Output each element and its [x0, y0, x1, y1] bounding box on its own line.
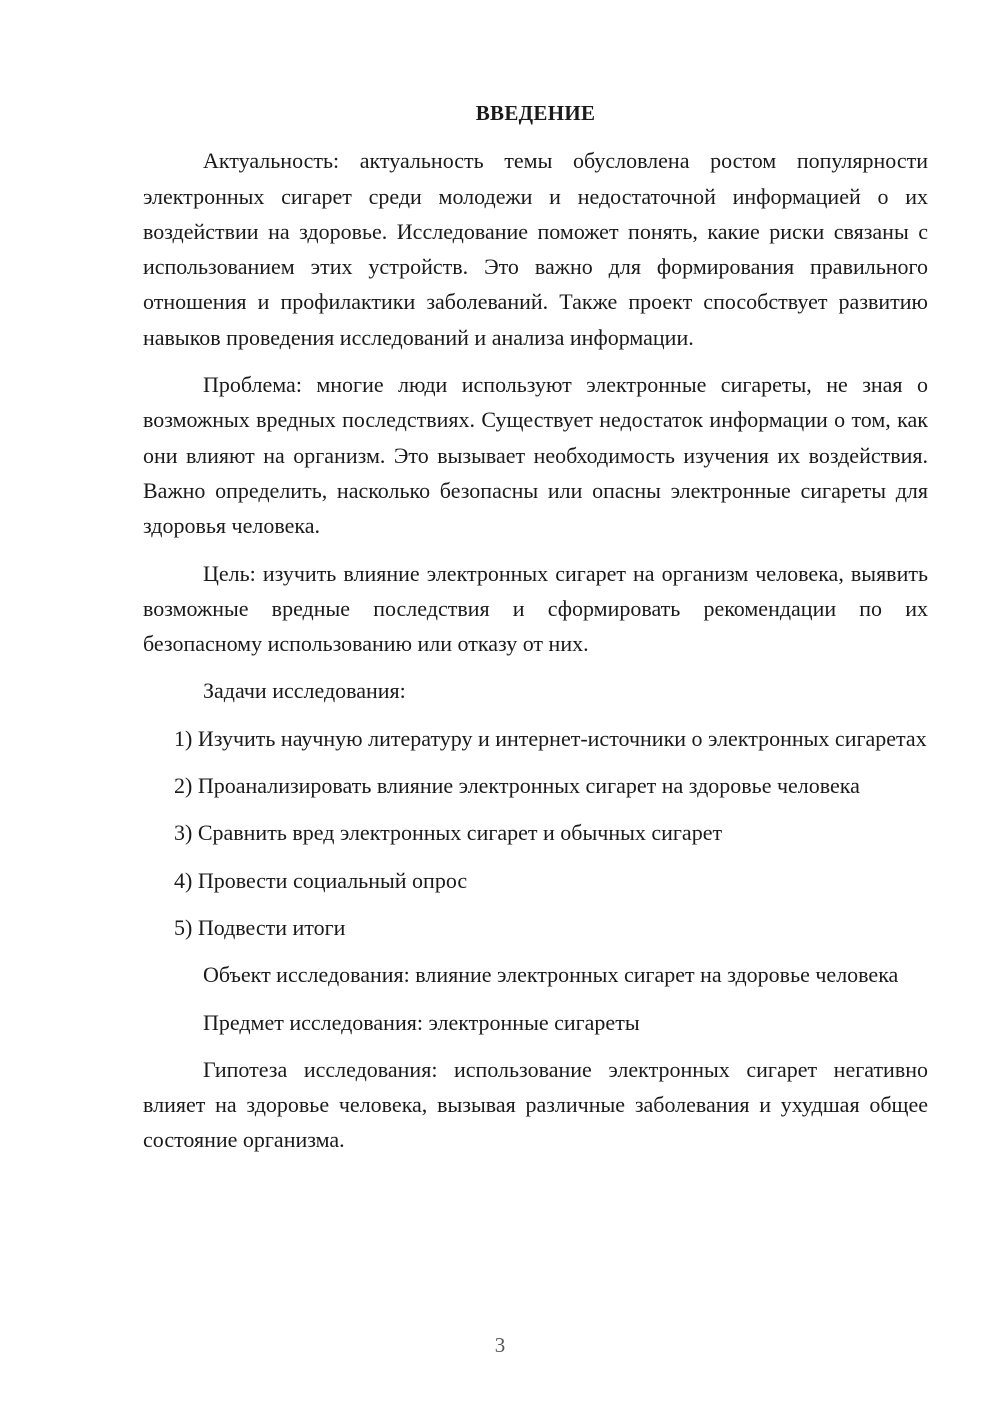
- task-item: 2) Проанализировать влияние электронных сигарет на здоровье человека: [174, 773, 860, 799]
- task-item: 3) Сравнить вред электронных сигарет и обычных сигарет: [174, 820, 723, 846]
- paragraph-goal: Цель: изучить влияние электронных сигарет на организм человека, выявить возможные вредные последствия и сформировать рекомендации по их безопасному использованию или отказу от них.: [143, 560, 928, 657]
- page-number: 3: [494, 1333, 506, 1357]
- paragraph-hypothesis: Гипотеза исследования: использование электронных сигарет негативно влияет на здоровье человека, вызывая различные заболевания и ухудшая общее состояние организма.: [143, 1056, 928, 1153]
- paragraph-problem: Проблема: многие люди используют электронные сигареты, не зная о возможных вредных последствиях. Существует недостаток информации о том, как они влияют на организм. Это вызывает необходимость изучения их воздействия. Важно определить, насколько безопасны или опасны электронные сигареты для здоровья человека.: [143, 372, 928, 539]
- task-item: 4) Провести социальный опрос: [174, 867, 468, 893]
- tasks-heading: Задачи исследования:: [203, 678, 406, 704]
- task-item: 5) Подвести итоги: [174, 914, 346, 940]
- paragraph-relevance: Актуальность: актуальность темы обусловлена ростом популярности электронных сигарет среди молодежи и недостаточной информацией о их воздействии на здоровье. Исследование поможет понять, какие риски связаны с использованием этих устройств. Это важно для формирования правильного отношения и профилактики заболеваний. Также проект способствует развитию навыков проведения исследований и анализа информации.: [143, 148, 928, 350]
- paragraph-subject: Предмет исследования: электронные сигареты: [203, 1009, 640, 1035]
- document-page: [143, 96, 928, 1170]
- task-item: 1) Изучить научную литературу и интернет-источники о электронных сигаретах: [174, 725, 927, 751]
- section-title: ВВЕДЕНИЕ: [475, 101, 596, 125]
- paragraph-object: Объект исследования: влияние электронных сигарет на здоровье человека: [203, 962, 899, 988]
